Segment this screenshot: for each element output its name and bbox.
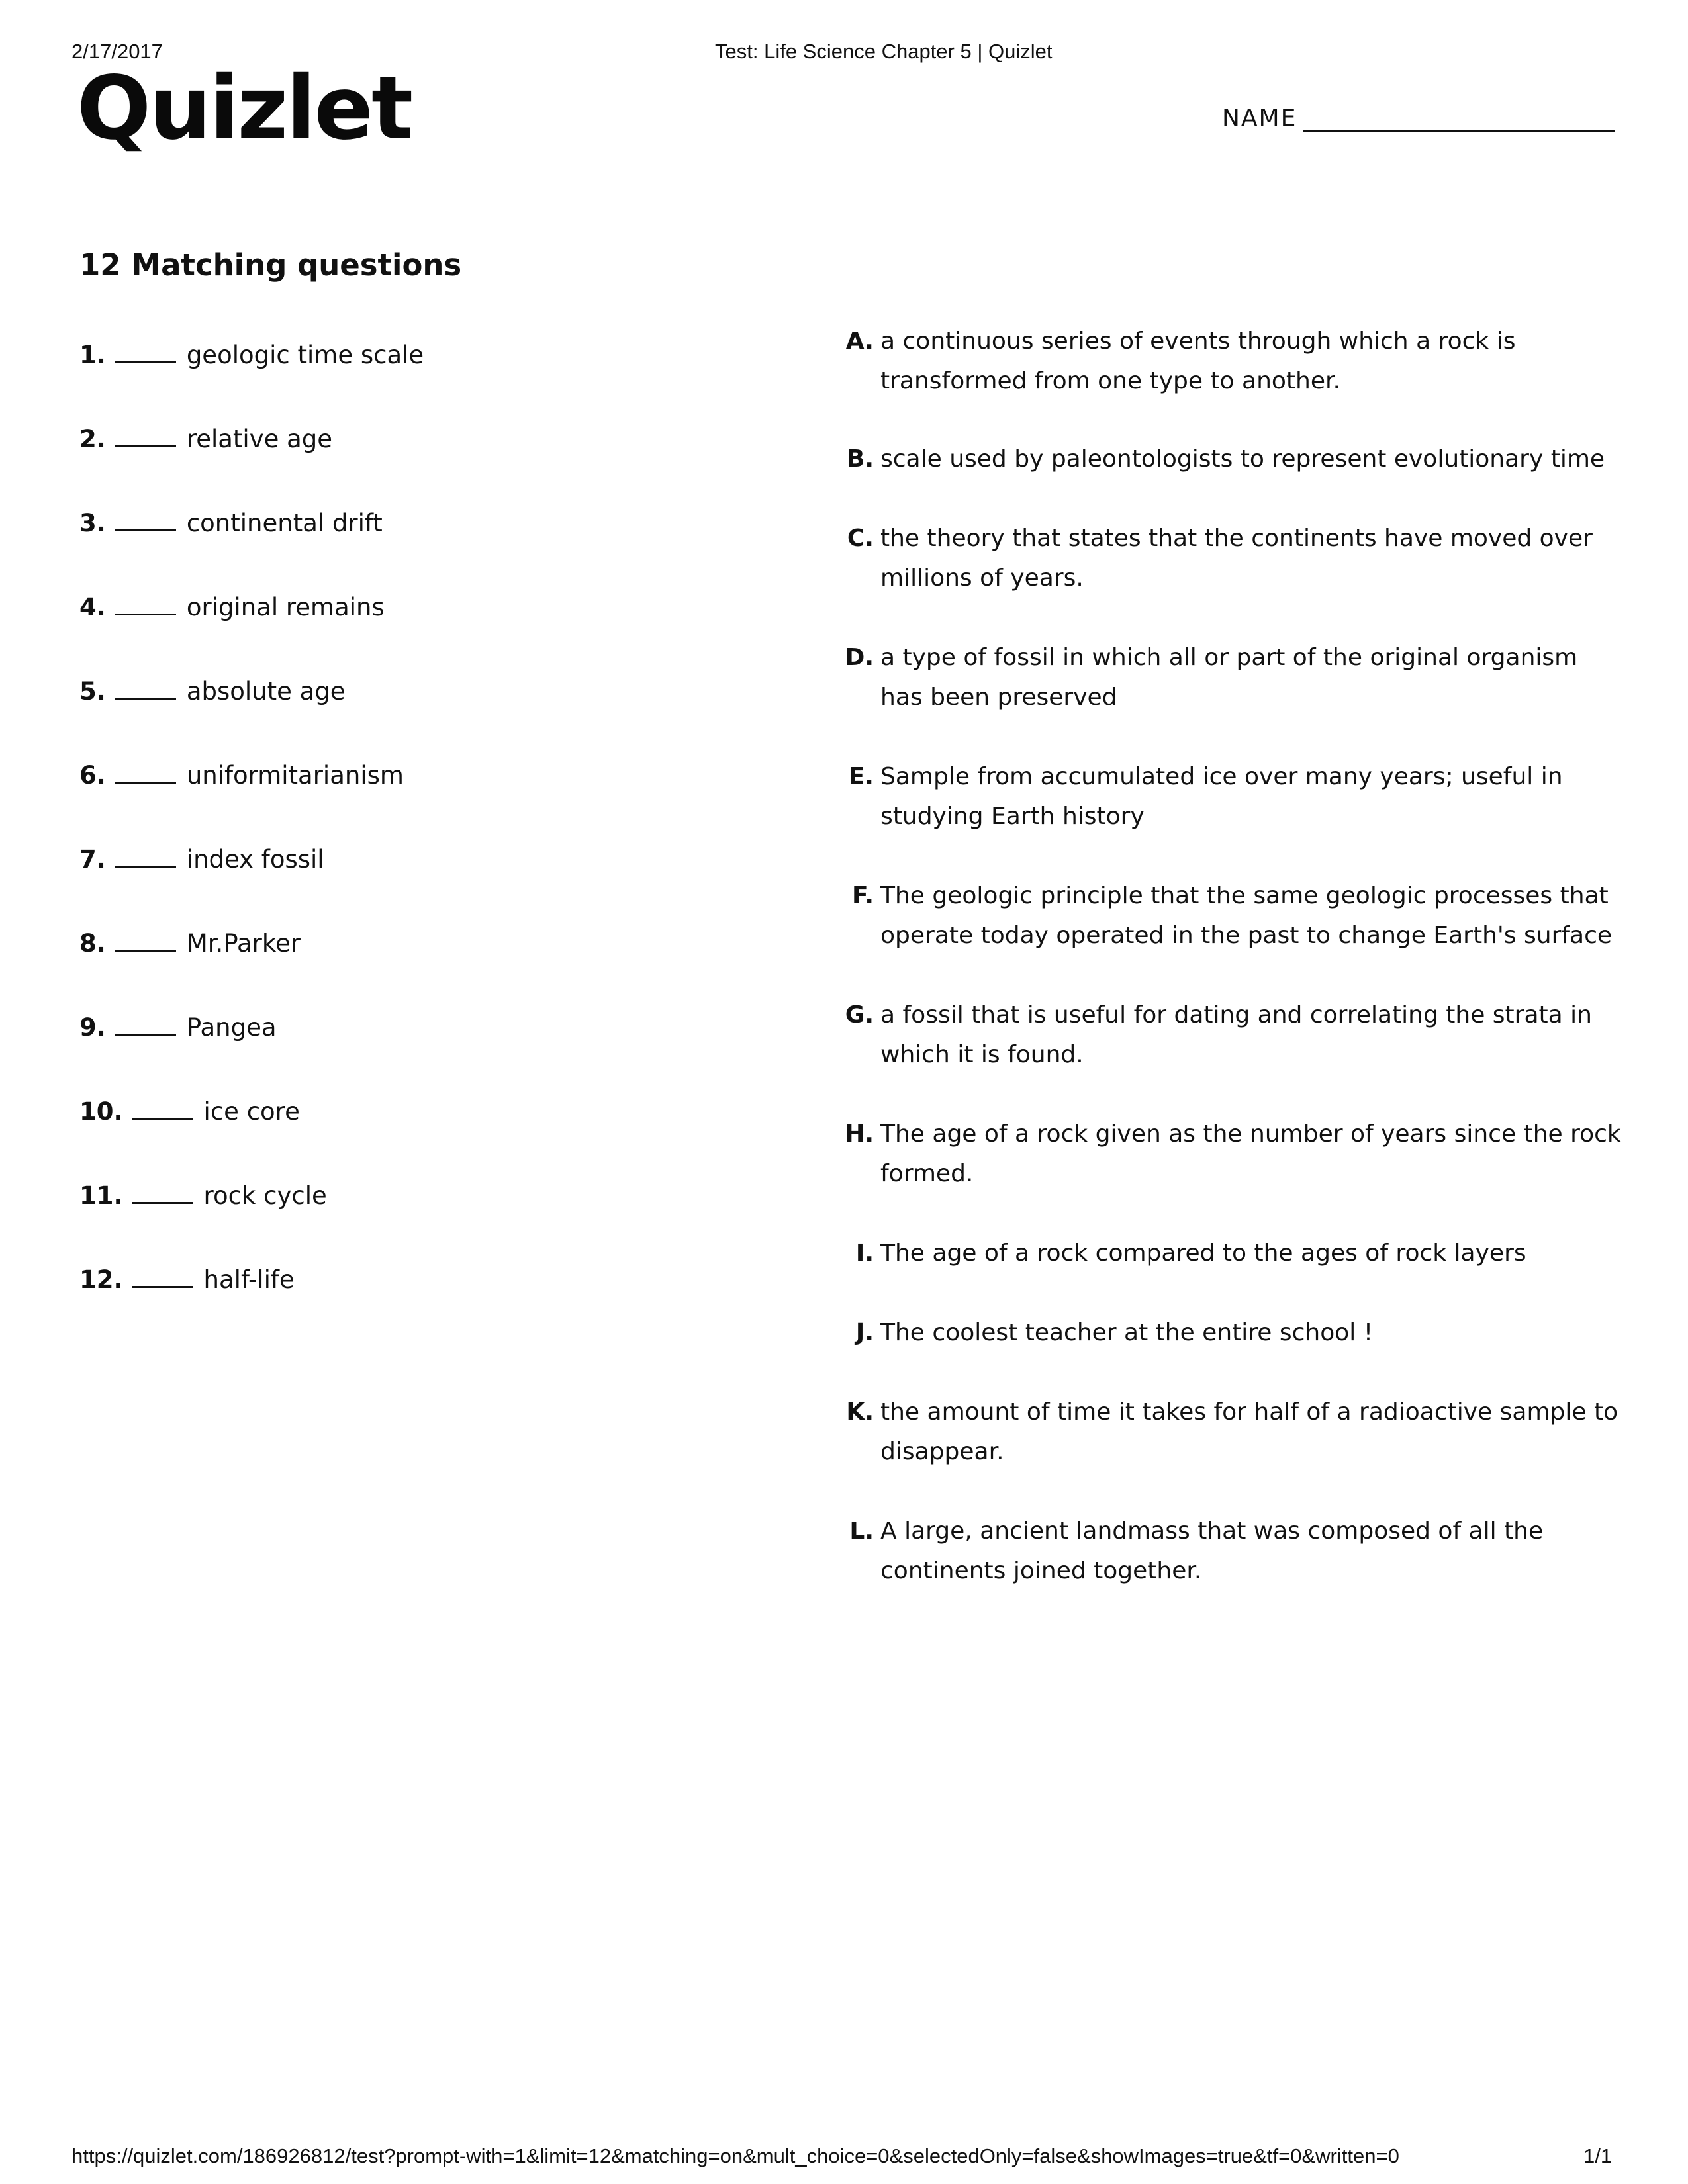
answer-item <box>841 1313 1622 1353</box>
answer-blank <box>115 506 176 531</box>
question-term: relative age <box>186 425 333 453</box>
question-item <box>79 674 741 711</box>
answer-text: a type of fossil in which all or part of the original organism has been preserved <box>880 644 1578 711</box>
answer-letter: A. <box>845 328 874 355</box>
answer-blank <box>132 1178 193 1204</box>
question-term: index fossil <box>186 845 324 874</box>
answer-text: A large, ancient landmass that was composed of all the continents joined together. <box>880 1518 1544 1584</box>
answer-blank <box>115 1010 176 1036</box>
question-item <box>79 506 741 543</box>
question-number: 3. <box>79 509 106 537</box>
print-footer <box>0 2144 1688 2171</box>
answer-text: The age of a rock compared to the ages of rock layers <box>880 1240 1526 1267</box>
question-item <box>79 926 741 963</box>
answer-blank <box>115 926 176 952</box>
question-item <box>79 1262 741 1299</box>
answer-letter: G. <box>845 1001 874 1028</box>
answer-letter: I. <box>855 1240 874 1267</box>
answer-letter: B. <box>846 445 874 473</box>
answer-letter: L. <box>849 1518 874 1545</box>
question-term: original remains <box>186 593 385 621</box>
answer-item <box>841 519 1622 598</box>
question-term: ice core <box>203 1097 300 1126</box>
question-number: 1. <box>79 341 106 369</box>
answer-text: The age of a rock given as the number of years since the rock formed. <box>880 1120 1621 1187</box>
answer-blank <box>115 422 176 447</box>
answer-text: the amount of time it takes for half of a radioactive sample to disappear. <box>880 1398 1618 1465</box>
name-blank-line <box>1303 130 1615 132</box>
answer-item <box>841 1115 1622 1194</box>
answer-text: the theory that states that the continents have moved over millions of years. <box>880 525 1593 592</box>
footer-url: https://quizlet.com/186926812/test?prompt-with=1&limit=12&matching=on&mult_choice=0&selectedOnly=false&showImages=true&tf=0&written=0 <box>71 2144 1399 2167</box>
print-date: 2/17/2017 <box>71 40 163 63</box>
answer-blank <box>132 1262 193 1288</box>
quizlet-logo: Quizlet <box>77 58 412 159</box>
question-item <box>79 1094 741 1131</box>
answer-blank <box>115 338 176 363</box>
answer-letter: C. <box>847 525 874 552</box>
footer-page-number: 1/1 <box>1583 2144 1613 2167</box>
question-term: continental drift <box>186 509 383 537</box>
question-number: 10. <box>79 1097 123 1126</box>
answer-letter: H. <box>845 1120 874 1148</box>
question-term: rock cycle <box>203 1181 327 1210</box>
section-title: 12 Matching questions <box>79 248 462 283</box>
answer-letter: E. <box>848 763 874 790</box>
question-item <box>79 758 741 795</box>
answer-text: Sample from accumulated ice over many years; useful in studying Earth history <box>880 763 1563 830</box>
question-term: geologic time scale <box>186 341 424 369</box>
name-label: NAME <box>1222 105 1297 132</box>
question-number: 7. <box>79 845 106 874</box>
answer-text: The coolest teacher at the entire school ! <box>880 1319 1374 1346</box>
answer-letter: D. <box>845 644 874 671</box>
answer-item <box>841 439 1622 479</box>
answer-item <box>841 876 1622 956</box>
answer-item <box>841 1234 1622 1273</box>
answer-text: a continuous series of events through which a rock is transformed from one type to another. <box>880 328 1516 394</box>
question-term: absolute age <box>186 677 346 705</box>
question-item <box>79 422 741 459</box>
answer-letter: K. <box>846 1398 874 1426</box>
question-item <box>79 1178 741 1215</box>
question-number: 9. <box>79 1013 106 1042</box>
question-term: half-life <box>203 1265 295 1294</box>
answer-item <box>841 1392 1622 1472</box>
question-number: 2. <box>79 425 106 453</box>
answer-blank <box>115 674 176 700</box>
question-term: uniformitarianism <box>186 761 404 790</box>
question-item <box>79 590 741 627</box>
answer-letter: J. <box>855 1319 874 1346</box>
question-number: 11. <box>79 1181 123 1210</box>
question-term: Mr.Parker <box>186 929 301 958</box>
question-item <box>79 1010 741 1047</box>
answer-item <box>841 638 1622 717</box>
answer-item <box>841 995 1622 1075</box>
answer-blank <box>115 590 176 615</box>
answer-blank <box>132 1094 193 1120</box>
question-number: 12. <box>79 1265 123 1294</box>
question-item <box>79 338 741 375</box>
question-term: Pangea <box>186 1013 277 1042</box>
answer-text: a fossil that is useful for dating and correlating the strata in which it is found. <box>880 1001 1592 1068</box>
answer-text: The geologic principle that the same geologic processes that operate today operated in the past to change Earth's surface <box>880 882 1613 949</box>
question-number: 5. <box>79 677 106 705</box>
print-title: Test: Life Science Chapter 5 | Quizlet <box>715 40 1053 63</box>
answer-text: scale used by paleontologists to represent evolutionary time <box>880 445 1605 473</box>
answer-letter: F. <box>852 882 874 909</box>
answer-item <box>841 322 1622 401</box>
answer-item <box>841 757 1622 837</box>
question-item <box>79 842 741 879</box>
name-field <box>1222 105 1619 132</box>
question-number: 8. <box>79 929 106 958</box>
question-number: 4. <box>79 593 106 621</box>
answer-blank <box>115 758 176 784</box>
answer-blank <box>115 842 176 868</box>
answer-item <box>841 1512 1622 1591</box>
question-number: 6. <box>79 761 106 790</box>
